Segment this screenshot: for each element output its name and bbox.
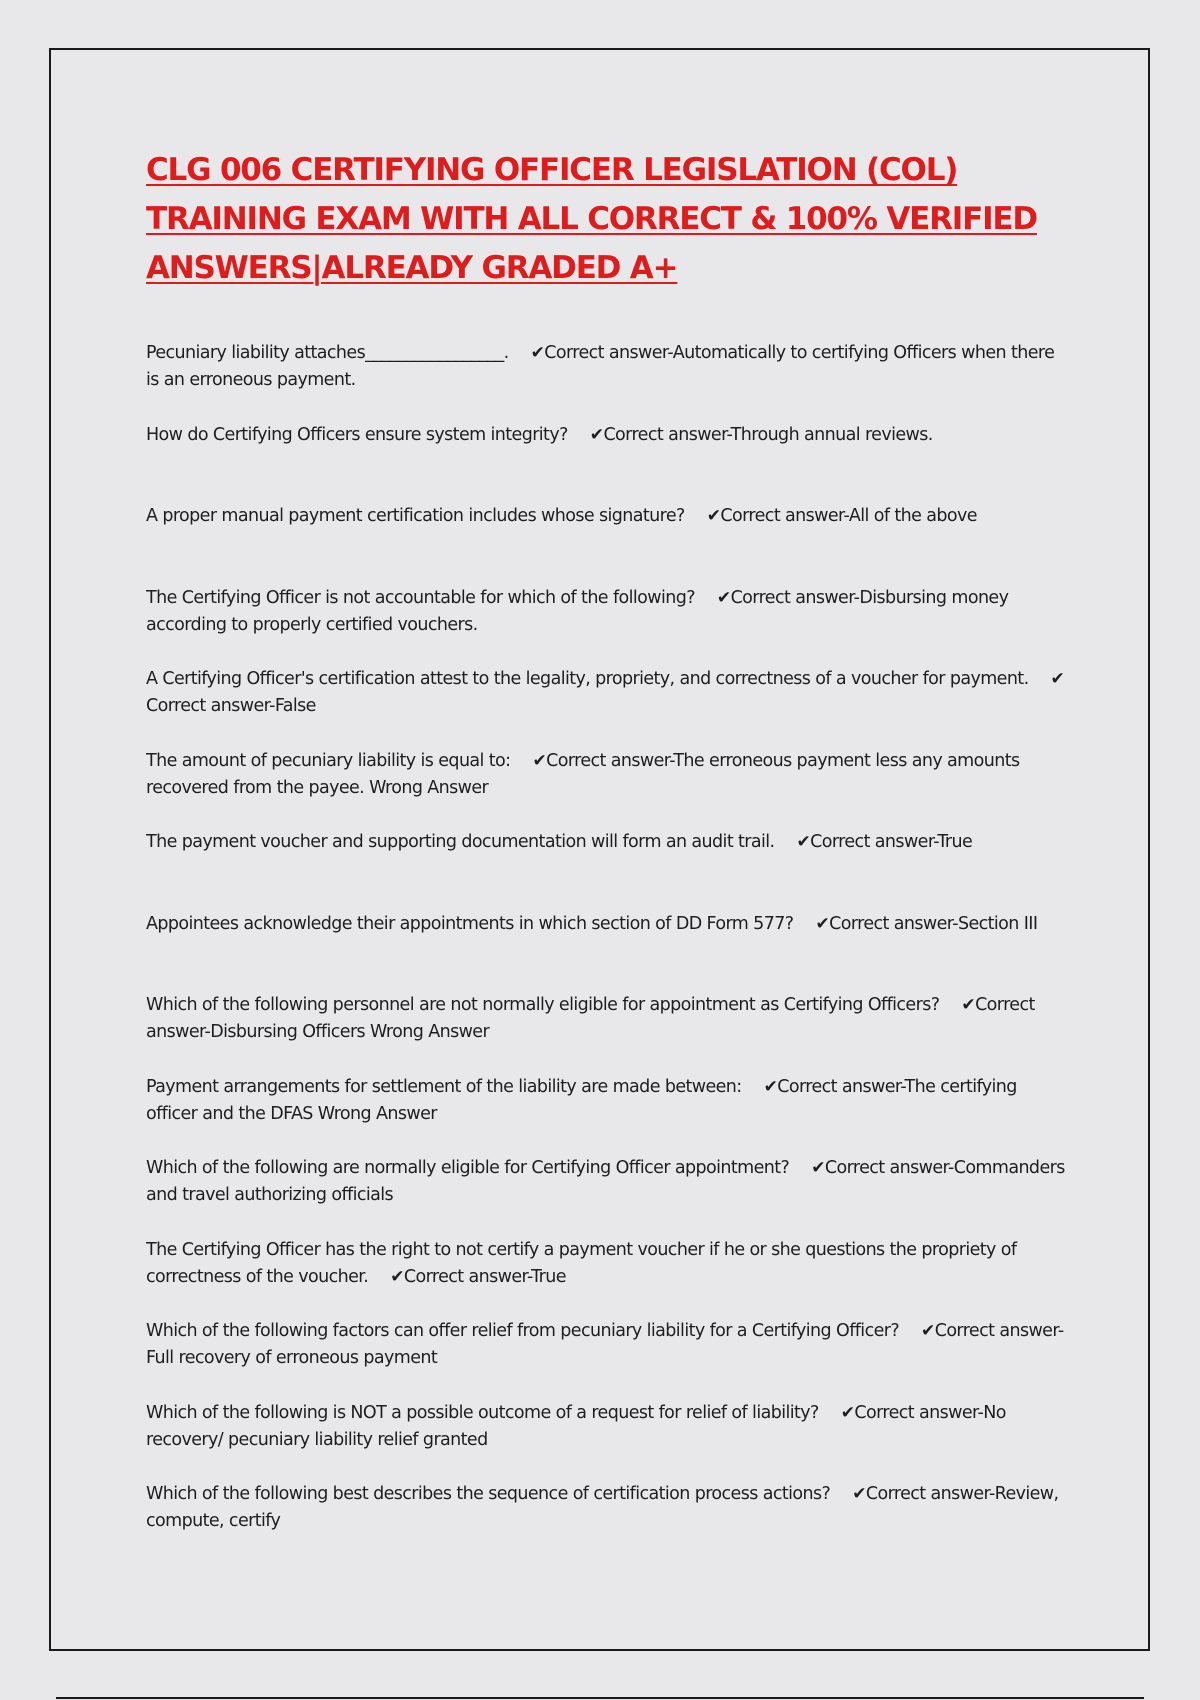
question-text: The Certifying Officer is not accountable for which of the following?	[146, 587, 695, 608]
question-text: The payment voucher and supporting documentation will form an audit trail.	[146, 832, 775, 852]
question-text: Appointees acknowledge their appointments in which section of DD Form 577?	[146, 913, 794, 934]
answer-text: Correct answer-Through annual reviews.	[603, 424, 933, 445]
qa-item	[146, 666, 1066, 720]
check-mark-icon: ✔	[852, 1484, 866, 1504]
qa-item	[146, 585, 1066, 639]
answer-text: Correct answer-Full recovery of erroneous payment	[146, 1321, 1064, 1368]
question-text: A Certifying Officer's certification attest to the legality, propriety, and correctness of a voucher for payment.	[146, 669, 1029, 689]
answer-text: Correct answer-The certifying officer and the DFAS Wrong Answer	[146, 1076, 1017, 1124]
check-mark-icon: ✔	[390, 1266, 404, 1287]
check-mark-icon: ✔	[763, 1076, 778, 1097]
question-text: How do Certifying Officers ensure system integrity?	[146, 424, 568, 445]
qa-item	[146, 1481, 1066, 1535]
answer-text: Correct answer-False	[146, 696, 316, 716]
qa-item	[146, 1400, 1066, 1454]
qa-item	[146, 422, 1066, 476]
bottom-divider	[56, 1697, 1144, 1699]
answer-text: Correct answer-Automatically to certifying Officers when there is an erroneous payment.	[146, 343, 1055, 390]
answer-text: Correct answer-All of the above	[720, 506, 977, 526]
question-text: Which of the following personnel are not normally eligible for appointment as Certifying Officers?	[146, 995, 940, 1015]
qa-list	[146, 340, 1066, 1563]
question-text: A proper manual payment certification includes whose signature?	[146, 506, 685, 526]
qa-item	[146, 1155, 1066, 1209]
answer-text: Correct answer-The erroneous payment less any amounts recovered from the payee. Wrong Answer	[146, 750, 1020, 798]
answer-text: Correct answer-No recovery/ pecuniary liability relief granted	[146, 1402, 1006, 1450]
qa-item	[146, 503, 1066, 557]
qa-item	[146, 1237, 1066, 1291]
qa-item	[146, 1074, 1066, 1128]
answer-text: Correct answer-Commanders and travel authorizing officials	[146, 1158, 1065, 1205]
check-mark-icon: ✔	[706, 506, 721, 526]
check-mark-icon: ✔	[815, 913, 830, 934]
check-mark-icon: ✔	[811, 1158, 825, 1178]
answer-text: Correct answer-True	[810, 832, 973, 852]
qa-item	[146, 992, 1066, 1046]
question-text: The amount of pecuniary liability is equal to:	[146, 750, 511, 771]
qa-item	[146, 911, 1066, 965]
question-text: Which of the following best describes the sequence of certification process actions?	[146, 1484, 831, 1504]
question-text: The Certifying Officer has the right to not certify a payment voucher if he or she questions the propriety of correctness of the voucher.	[146, 1239, 1017, 1287]
qa-item	[146, 1318, 1066, 1372]
question-text: Which of the following are normally eligible for Certifying Officer appointment?	[146, 1158, 790, 1178]
document-title: CLG 006 CERTIFYING OFFICER LEGISLATION (COL) TRAINING EXAM WITH ALL CORRECT & 100% VERIFIED ANSWERS|ALREADY GRADED A+	[146, 152, 1037, 286]
question-text: Pecuniary liability attaches_________________.	[146, 343, 509, 363]
question-text: Payment arrangements for settlement of the liability are made between:	[146, 1076, 742, 1097]
check-mark-icon: ✔	[840, 1402, 855, 1423]
qa-item	[146, 829, 1066, 883]
check-mark-icon: ✔	[796, 832, 811, 852]
qa-item	[146, 748, 1066, 802]
qa-item	[146, 340, 1066, 394]
answer-text: Correct answer-Section III	[829, 913, 1038, 934]
check-mark-icon: ✔	[921, 1321, 935, 1341]
check-mark-icon: ✔	[530, 343, 545, 363]
answer-text: Correct answer-Disbursing money according to properly certified vouchers.	[146, 587, 1009, 635]
answer-text: Correct answer-Disbursing Officers Wrong Answer	[146, 995, 1035, 1042]
check-mark-icon: ✔	[532, 750, 547, 771]
check-mark-icon: ✔	[589, 424, 604, 445]
check-mark-icon: ✔	[1050, 669, 1065, 689]
answer-text: Correct answer-Review, compute, certify	[146, 1484, 1059, 1531]
question-text: Which of the following factors can offer relief from pecuniary liability for a Certifying Officer?	[146, 1321, 900, 1341]
check-mark-icon: ✔	[716, 587, 731, 608]
answer-text: Correct answer-True	[403, 1266, 566, 1287]
check-mark-icon: ✔	[961, 995, 976, 1015]
question-text: Which of the following is NOT a possible outcome of a request for relief of liability?	[146, 1402, 819, 1423]
